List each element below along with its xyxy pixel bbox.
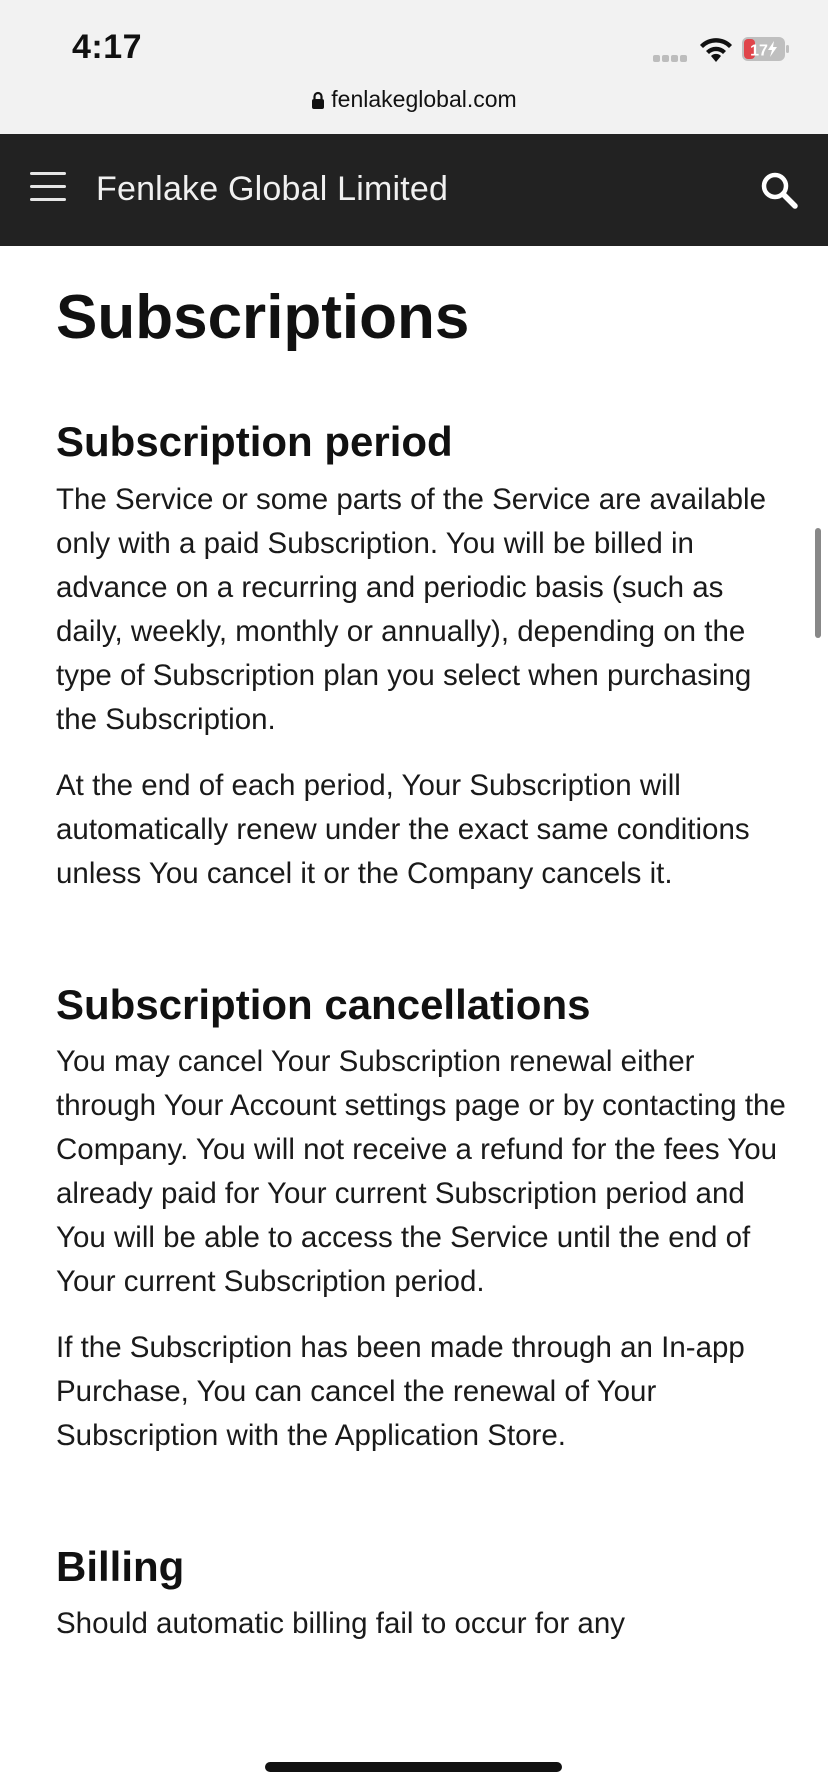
- scrollbar[interactable]: [815, 528, 821, 638]
- section-title-billing: Billing: [56, 1543, 185, 1591]
- paragraph: At the end of each period, Your Subscription will automatically renew under the exact same conditions unless You cancel it or the Company cancels it.: [56, 768, 750, 890]
- wifi-icon: [698, 36, 734, 64]
- section-title-subscription-cancellations: Subscription cancellations: [56, 980, 591, 1028]
- battery-icon: [741, 35, 791, 63]
- battery-level: 17: [750, 42, 768, 60]
- hamburger-menu-icon[interactable]: [30, 172, 66, 202]
- page-title: Subscriptions: [56, 283, 470, 352]
- section-title-subscription-period: Subscription period: [56, 418, 453, 466]
- paragraph: Should automatic billing fail to occur for any: [56, 1607, 625, 1641]
- url-text: fenlakeglobal.com: [331, 86, 517, 112]
- site-header: [0, 134, 828, 246]
- main-content: [56, 246, 786, 1646]
- site-title[interactable]: Fenlake Global Limited: [96, 170, 449, 208]
- lock-icon: [311, 91, 325, 109]
- status-bar: [0, 0, 828, 134]
- home-indicator[interactable]: [265, 1762, 562, 1772]
- search-icon[interactable]: [759, 170, 799, 210]
- cellular-signal-icon: [653, 49, 691, 61]
- url-bar[interactable]: [0, 86, 828, 113]
- paragraph: You may cancel Your Subscription renewal either through Your Account settings page or by contacting the Company. You will not receive a refund for the fees You already paid for Your current Subscription period and You will be able to access the Service until the end of Your current Subscription period.: [56, 1045, 786, 1299]
- status-time: 4:17: [72, 28, 143, 66]
- paragraph: The Service or some parts of the Service are available only with a paid Subscription. You will be billed in advance on a recurring and periodic basis (such as daily, weekly, monthly or annually), depending on the type of Subscription plan you select when purchasing the Subscription.: [56, 482, 766, 736]
- paragraph: If the Subscription has been made through an In-app Purchase, You can cancel the renewal of Your Subscription with the Application Store.: [56, 1331, 745, 1453]
